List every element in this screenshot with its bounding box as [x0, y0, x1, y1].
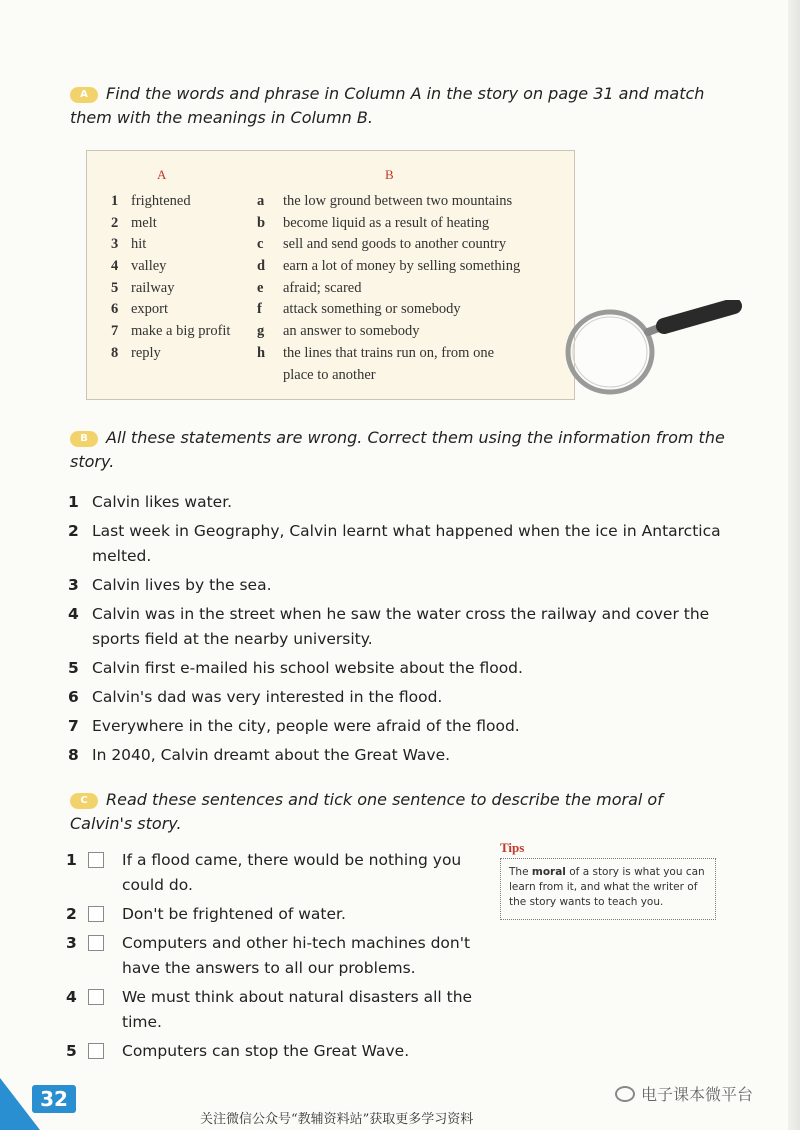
column-b-row	[257, 299, 557, 321]
statement-text: In 2040, Calvin dreamt about the Great Wave.	[92, 746, 451, 764]
statement-item	[68, 519, 728, 569]
statement-text: Everywhere in the city, people were afraid of the flood.	[92, 717, 520, 735]
option-text: Computers can stop the Great Wave.	[122, 1042, 410, 1060]
column-a-row	[111, 256, 261, 278]
column-a-row	[111, 343, 261, 365]
statement-list	[68, 490, 728, 772]
moral-option	[66, 1039, 476, 1064]
item-meaning: attack something or somebody	[283, 301, 461, 318]
statement-item	[68, 685, 728, 710]
column-b-header: B	[385, 167, 394, 182]
statement-number: 1	[68, 493, 79, 511]
option-number: 3	[66, 934, 77, 952]
statement-item	[68, 656, 728, 681]
item-meaning: the low ground between two mountains	[283, 193, 513, 209]
item-number: 4	[111, 258, 119, 275]
section-a-tag: A	[70, 87, 98, 103]
column-b-row	[257, 256, 557, 278]
statement-text: Calvin first e-mailed his school website about the flood.	[92, 659, 523, 677]
section-a-instruction: A Find the words and phrase in Column A in the story on page 31 and match them with the meanings in Column B.	[70, 84, 705, 127]
moral-option	[66, 931, 476, 981]
page-number: 32	[32, 1085, 76, 1113]
tick-checkbox[interactable]	[88, 906, 104, 922]
column-a	[111, 191, 261, 365]
tips-title: Tips	[500, 840, 525, 855]
watermark: 电子课本微平台	[615, 1082, 753, 1105]
item-number: 6	[111, 301, 119, 318]
section-b-tag: B	[70, 431, 98, 447]
item-word: make a big profit	[131, 323, 231, 340]
item-word: melt	[131, 214, 157, 231]
item-letter: b	[257, 214, 266, 231]
page-edge	[788, 0, 800, 1130]
item-number: 7	[111, 323, 119, 340]
column-b-row	[257, 321, 557, 343]
moral-option	[66, 902, 476, 927]
tick-checkbox[interactable]	[88, 989, 104, 1005]
column-a-row	[111, 278, 261, 300]
wechat-icon	[615, 1086, 635, 1102]
statement-item	[68, 490, 728, 515]
item-meaning: the lines that trains run on, from one	[283, 344, 495, 361]
item-word: valley	[131, 258, 167, 275]
statement-number: 6	[68, 688, 79, 706]
column-a-row	[111, 234, 261, 256]
column-a-row	[111, 191, 261, 213]
item-letter: a	[257, 193, 265, 209]
tips-box: The moral of a story is what you can learn from it, and what the writer of the story wants to teach you.	[500, 858, 716, 920]
column-a-row	[111, 213, 261, 235]
item-word: export	[131, 301, 169, 318]
column-b-row	[257, 213, 557, 235]
tick-checkbox[interactable]	[88, 1043, 104, 1059]
statement-text: Calvin likes water.	[92, 493, 233, 511]
statement-text: Calvin lives by the sea.	[92, 576, 272, 594]
item-meaning-cont: place to another	[283, 366, 376, 383]
column-b-row	[257, 343, 557, 365]
matching-table	[86, 150, 575, 400]
column-a-header: A	[157, 167, 167, 182]
item-number: 3	[111, 236, 119, 253]
tick-checkbox[interactable]	[88, 935, 104, 951]
statement-number: 5	[68, 659, 79, 677]
statement-number: 2	[68, 522, 79, 540]
statement-text: Calvin was in the street when he saw the water cross the railway and cover the sports field at the nearby university.	[92, 605, 710, 648]
option-number: 2	[66, 905, 77, 923]
magnifying-glass-icon	[562, 300, 747, 410]
item-meaning: earn a lot of money by selling something	[283, 258, 521, 275]
item-letter: e	[257, 279, 264, 296]
item-letter: d	[257, 258, 266, 275]
statement-item	[68, 743, 728, 768]
item-number: 2	[111, 214, 119, 231]
statement-number: 8	[68, 746, 79, 764]
item-letter: g	[257, 323, 265, 340]
item-number: 1	[111, 193, 119, 209]
statement-item	[68, 714, 728, 739]
column-a-row	[111, 299, 261, 321]
option-number: 5	[66, 1042, 77, 1060]
column-b-row	[257, 191, 557, 213]
item-word: reply	[131, 344, 161, 361]
section-b-instruction: B All these statements are wrong. Correct them using the information from the story.	[70, 428, 725, 471]
option-text: Computers and other hi-tech machines don't have the answers to all our problems.	[122, 934, 471, 977]
section-c-instruction: C Read these sentences and tick one sentence to describe the moral of Calvin's story.	[70, 790, 663, 833]
statement-number: 3	[68, 576, 79, 594]
item-number: 8	[111, 344, 119, 361]
item-letter: c	[257, 236, 264, 253]
column-b-row-continuation	[257, 365, 557, 387]
tick-list	[66, 848, 476, 1068]
item-meaning: an answer to somebody	[283, 323, 420, 340]
column-b-row	[257, 234, 557, 256]
moral-option	[66, 985, 476, 1035]
column-a-row	[111, 321, 261, 343]
item-word: hit	[131, 236, 147, 253]
item-word: frightened	[131, 193, 191, 209]
statement-text: Last week in Geography, Calvin learnt what happened when the ice in Antarctica melted.	[92, 522, 721, 565]
section-c-tag: C	[70, 793, 98, 809]
column-b	[257, 191, 557, 386]
item-meaning: become liquid as a result of heating	[283, 214, 490, 231]
moral-option	[66, 848, 476, 898]
option-text: If a flood came, there would be nothing you could do.	[122, 851, 462, 894]
tick-checkbox[interactable]	[88, 852, 104, 868]
option-number: 1	[66, 851, 77, 869]
option-text: We must think about natural disasters all the time.	[122, 988, 473, 1031]
statement-item	[68, 573, 728, 598]
statement-number: 7	[68, 717, 79, 735]
option-text: Don't be frightened of water.	[122, 905, 346, 923]
item-word: railway	[131, 279, 175, 296]
footer-text: 关注微信公众号“教辅资料站”获取更多学习资料	[200, 1112, 474, 1127]
column-b-row	[257, 278, 557, 300]
item-meaning: sell and send goods to another country	[283, 236, 507, 253]
item-letter: f	[257, 301, 262, 318]
option-number: 4	[66, 988, 77, 1006]
statement-number: 4	[68, 605, 79, 623]
item-number: 5	[111, 279, 119, 296]
statement-text: Calvin's dad was very interested in the flood.	[92, 688, 443, 706]
statement-item	[68, 602, 728, 652]
item-meaning: afraid; scared	[283, 279, 362, 296]
item-letter: h	[257, 344, 266, 361]
